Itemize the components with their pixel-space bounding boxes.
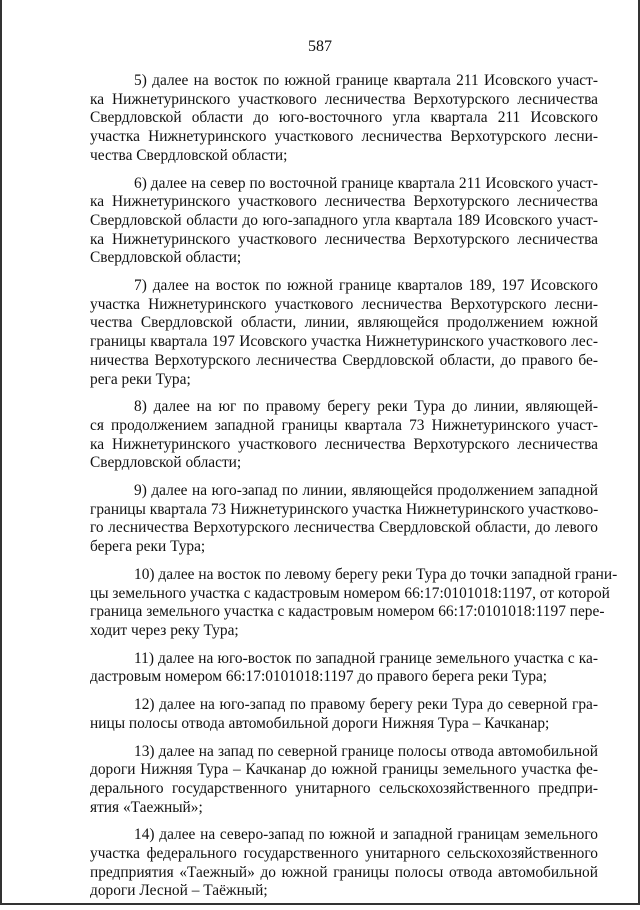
paragraph-line: 7) далее на восток по южной границе кварталов 189, 197 Исовского [134,277,598,295]
paragraph-line: цы земельного участка с кадастровым номером 66:17:0101018:1197, от которой [90,584,610,602]
paragraph-line: ятия «Таежный»; [90,798,203,816]
paragraph-line: 8) далее на юг по правому берегу реки Тура до линии, являющей- [134,398,598,416]
paragraph-line: чества Свердловской области; [90,146,288,164]
paragraph [90,826,598,901]
paragraph [90,72,598,166]
paragraph-line: ка Нижнетуринского участкового лесничества Верхотурского лесничества [90,230,598,248]
paragraph-line: участка федерального государственного унитарного сельскохозяйственного [90,845,598,863]
paragraph-line: 13) далее на запад по северной границе полосы отвода автомобильной [134,742,598,760]
paragraph [90,743,598,818]
paragraph-line: 9) далее на юго-запад по линии, являющейся продолжением западной [134,482,598,500]
paragraph-line: дастровым номером 66:17:0101018:1197 до правого берега реки Тура; [90,668,548,686]
paragraph-line: участка Нижнетуринского участкового лесничества Верхотурского лесни- [90,128,598,146]
paragraph-line: Свердловской области; [90,249,242,267]
paragraph-line: предприятия «Таежный» до южной границы полосы отвода автомобильной [90,863,598,881]
paragraph [90,277,598,389]
paragraph-line: го лесничества Верхотурского лесничества Свердловской области, до левого [90,519,598,537]
paragraph [90,650,598,687]
paragraph-line: 11) далее на юго-восток по западной границе земельного участка с ка- [134,649,598,667]
paragraph [90,398,598,473]
paragraph-line: ходит через реку Тура; [90,621,239,639]
page-number: 587 [308,38,332,55]
paragraph-line: ся продолжением западной границы квартала 73 Нижнетуринского участ- [90,416,598,434]
paragraph-line: границы квартала 197 Исовского участка Нижнетуринского участкового лес- [90,333,598,351]
paragraph [90,175,598,269]
paragraph-line: ницы полосы отвода автомобильной дороги Нижняя Тура – Качканар; [90,714,550,732]
paragraph-line: ка Нижнетуринского участкового лесничества Верхотурского лесничества [90,193,598,211]
paragraph [90,696,598,733]
paragraph [90,565,618,641]
paragraph-line: рега реки Тура; [90,370,191,388]
paragraph-line: Свердловской области до юго-западного угла квартала 189 Исовского участ- [90,211,598,229]
paragraph-line: участка Нижнетуринского участкового лесничества Верхотурского лесни- [90,295,598,313]
paragraph-line: ка Нижнетуринского участкового лесничества Верхотурского лесничества [90,435,598,453]
paragraph-line: граница земельного участка с кадастровым номером 66:17:0101018:1197 пере- [90,603,605,621]
paragraph-line: 10) далее на восток по левому берегу реки Тура до точки западной грани- [134,565,618,583]
paragraph-line: ка Нижнетуринского участкового лесничества Верхотурского лесничества [90,90,598,108]
paragraph-line: границы квартала 73 Нижнетуринского участка Нижнетуринского участково- [90,500,599,518]
paragraph-line: 12) далее на юго-запад по правому берегу реки Тура до северной гра- [134,696,598,714]
paragraph-line: чества Свердловской области, линии, являющейся продолжением южной [90,314,598,332]
paragraph-line: 5) далее на восток по южной границе квартала 211 Исовского участ- [134,72,598,89]
paragraph-line: дерального государственного унитарного сельскохозяйственного предпри- [90,779,598,797]
paragraph-line: берега реки Тура; [90,538,206,556]
paragraph-line: 14) далее на северо-запад по южной и западной границам земельного [134,826,598,844]
paragraph-line: Свердловской области; [90,454,242,472]
paragraph-line: дороги Лесной – Таёжный; [90,882,268,900]
paragraph-line: 6) далее на север по восточной границе квартала 211 Исовского участ- [134,174,598,192]
paragraph [90,482,598,557]
document-body [90,72,618,910]
paragraph-line: Свердловской области до юго-восточного угла квартала 211 Исовского [90,109,598,127]
paragraph-line: ничества Верхотурского лесничества Свердловской области, до правого бе- [90,351,598,369]
paragraph-line: дороги Нижняя Тура – Качканар до южной границы земельного участка фе- [90,761,598,779]
